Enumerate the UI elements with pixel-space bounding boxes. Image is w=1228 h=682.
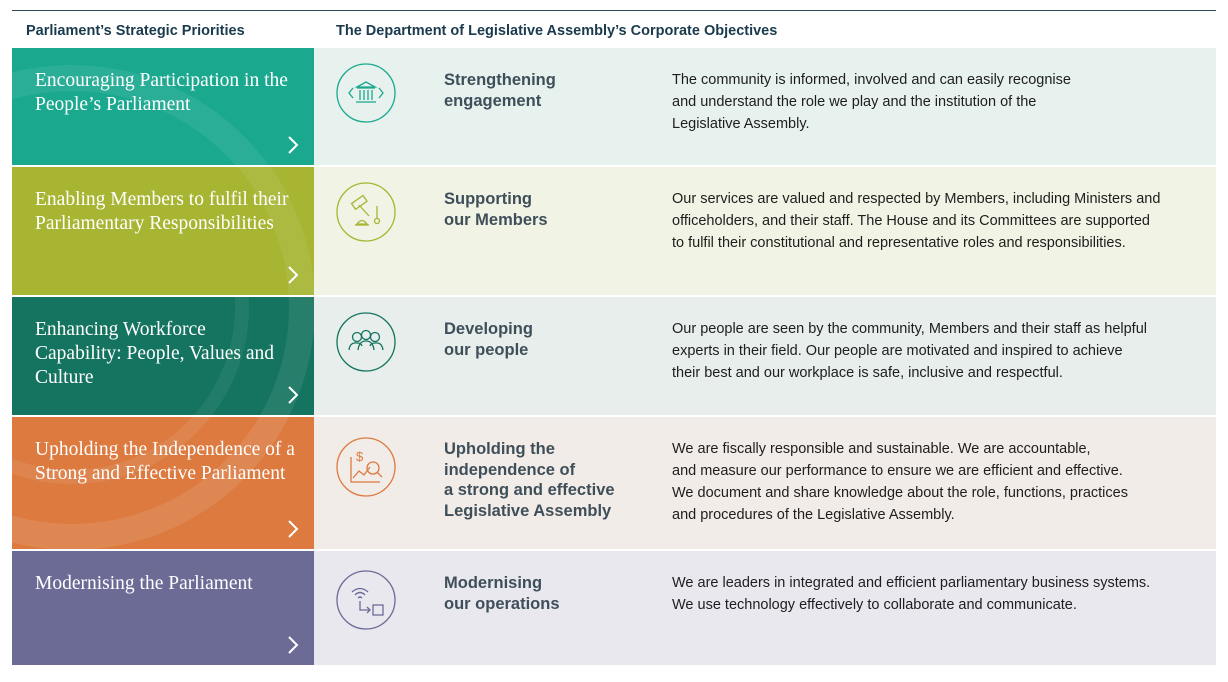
objective-title: Strengthening engagement — [444, 71, 556, 110]
priority-title: Upholding the Independence of a Strong and Effective Parliament — [35, 439, 295, 484]
parliament-building-icon — [336, 63, 396, 123]
people-group-icon — [336, 312, 396, 372]
svg-text:$: $ — [356, 449, 364, 464]
objective-title: Supporting our Members — [444, 190, 548, 229]
objective-row-people — [12, 297, 1216, 415]
objective-cell — [314, 417, 1216, 549]
priority-title: Encouraging Participation in the People’s Parliament — [35, 70, 288, 115]
objective-title: Modernising our operations — [444, 574, 560, 613]
priorities-header: Parliament’s Strategic Priorities — [26, 23, 245, 39]
objective-row-engagement — [12, 48, 1216, 165]
objective-cell — [314, 297, 1216, 415]
priority-cell[interactable] — [12, 417, 314, 549]
objective-description: We are leaders in integrated and efficient parliamentary business systems. We use technology effectively to collaborate and communicate. — [672, 575, 1151, 613]
objective-row-operations — [12, 551, 1216, 665]
chevron-right-icon[interactable] — [286, 135, 300, 155]
priority-cell[interactable] — [12, 167, 314, 295]
wifi-workflow-icon — [336, 570, 396, 630]
priority-cell[interactable] — [12, 297, 314, 415]
objective-description: The community is informed, involved and can easily recognise and understand the role we play and the institution of the Legislative Assembly. — [672, 72, 1071, 132]
chevron-right-icon[interactable] — [286, 385, 300, 405]
objectives-header: The Department of Legislative Assembly’s Corporate Objectives — [336, 23, 778, 39]
priority-title: Modernising the Parliament — [35, 573, 253, 594]
objective-title: Upholding the independence of a strong and effective Legislative Assembly — [444, 440, 615, 520]
gavel-icon — [336, 182, 396, 242]
objective-cell — [314, 551, 1216, 665]
top-rule — [12, 10, 1216, 11]
objective-cell — [314, 48, 1216, 165]
objective-description: Our services are valued and respected by Members, including Ministers and officeholders, and their staff. The House and its Committees are supported to fulfil their constitutional and representative roles and responsibilities. — [672, 191, 1161, 251]
objective-row-members — [12, 167, 1216, 295]
priority-cell[interactable] — [12, 551, 314, 665]
priority-cell[interactable] — [12, 48, 314, 165]
objective-cell — [314, 167, 1216, 295]
chevron-right-icon[interactable] — [286, 519, 300, 539]
priority-title: Enhancing Workforce Capability: People, Values and Culture — [35, 319, 275, 388]
chevron-right-icon[interactable] — [286, 635, 300, 655]
objective-title: Developing our people — [444, 320, 533, 359]
objective-description: We are fiscally responsible and sustainable. We are accountable, and measure our performance to ensure we are efficient and effective. We document and share knowledge about the role, functions, practices and procedures of the Legislative Assembly. — [672, 441, 1128, 523]
chevron-right-icon[interactable] — [286, 265, 300, 285]
objective-description: Our people are seen by the community, Members and their staff as helpful experts in their field. Our people are motivated and inspired to achieve their best and our workplace is safe, inclusive and respectful. — [672, 321, 1147, 381]
priority-title: Enabling Members to fulfil their Parliamentary Responsibilities — [35, 189, 289, 234]
finance-magnifier-icon — [336, 437, 396, 497]
objective-row-independence — [12, 417, 1216, 549]
